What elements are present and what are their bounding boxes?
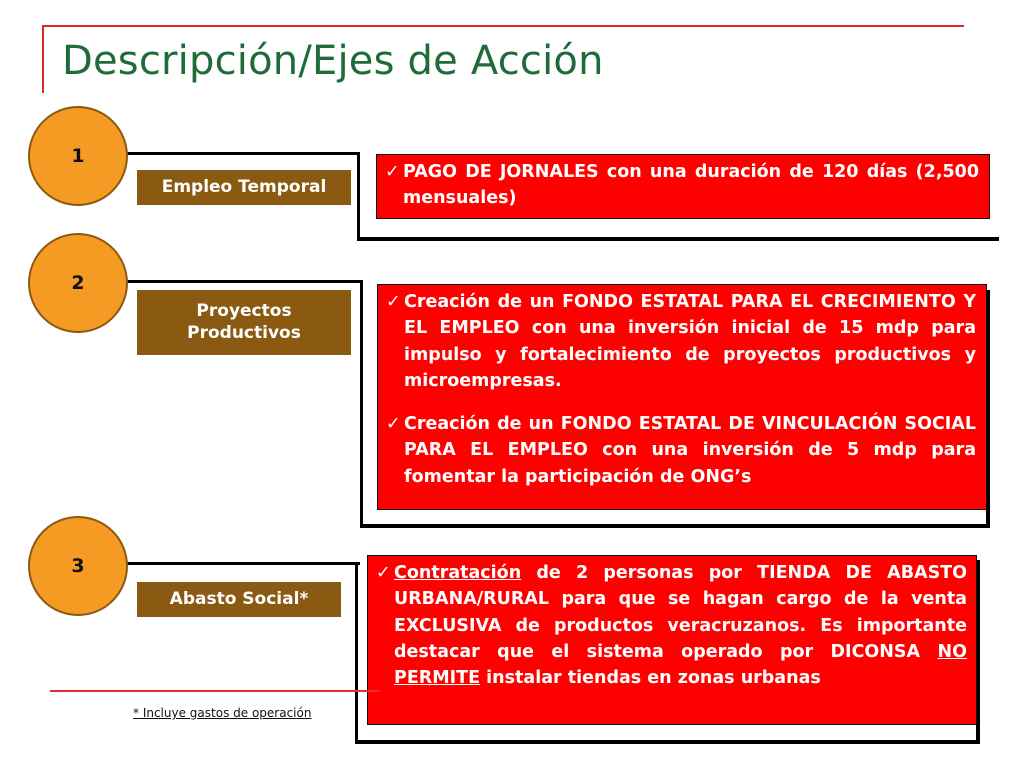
item-text: PAGO DE JORNALES con una duración de 120 días (2,500 mensuales) [403,162,979,209]
section-label-1: Empleo Temporal [137,170,351,205]
footnote-line [50,690,380,692]
item-text [394,560,967,691]
list-item [386,411,976,490]
connector-line-2 [120,280,360,283]
box-shadow-3 [355,740,980,744]
check-icon: ✓ [386,414,401,434]
list-item [376,560,967,691]
section-box-3 [367,555,977,725]
left-accent-line [42,25,44,93]
section-label-2: Proyectos Productivos [137,290,351,355]
connector-line-3 [120,562,360,565]
section-box-1 [376,154,990,219]
box-shadow-1 [357,237,999,241]
section-label-3: Abasto Social* [137,582,341,617]
top-accent-line [42,25,964,27]
connector-drop-2 [360,280,363,528]
list-item [386,289,976,394]
check-icon: ✓ [385,162,400,182]
item-emphasis-underlined: NO PERMITE [394,641,967,688]
check-icon: ✓ [386,292,401,312]
check-icon: ✓ [376,563,391,583]
item-text: Creación de un FONDO ESTATAL DE VINCULACIÓN SOCIAL PARA EL EMPLEO con una inversión de 5 mdp para fomentar la participación de ONG’s [404,414,976,487]
connector-drop-3 [355,562,358,744]
item-text-part-b: instalar tiendas en zonas urbanas [480,668,821,688]
list-item [385,159,979,212]
section-number-2: 2 [28,233,128,333]
section-number-3: 3 [28,516,128,616]
connector-line-1 [120,152,360,155]
section-box-2 [377,284,987,510]
footnote: * Incluye gastos de operación [133,706,312,720]
item-lead-underlined: Contratación [394,563,522,583]
item-text-part-a: de 2 personas por TIENDA DE ABASTO URBANA/RURAL para que se hagan cargo de la venta EXCLUSIVA de productos veracruzanos. Es importante destacar que el sistema operado por DICONSA [394,563,967,662]
item-text: Creación de un FONDO ESTATAL PARA EL CRECIMIENTO Y EL EMPLEO con una inversión inicial de 15 mdp para impulso y fortalecimiento de proyectos productivos y microempresas. [404,292,976,391]
connector-drop-1 [357,152,360,240]
section-number-1: 1 [28,106,128,206]
box-shadow-2 [360,524,990,528]
slide-title: Descripción/Ejes de Acción [62,38,604,84]
